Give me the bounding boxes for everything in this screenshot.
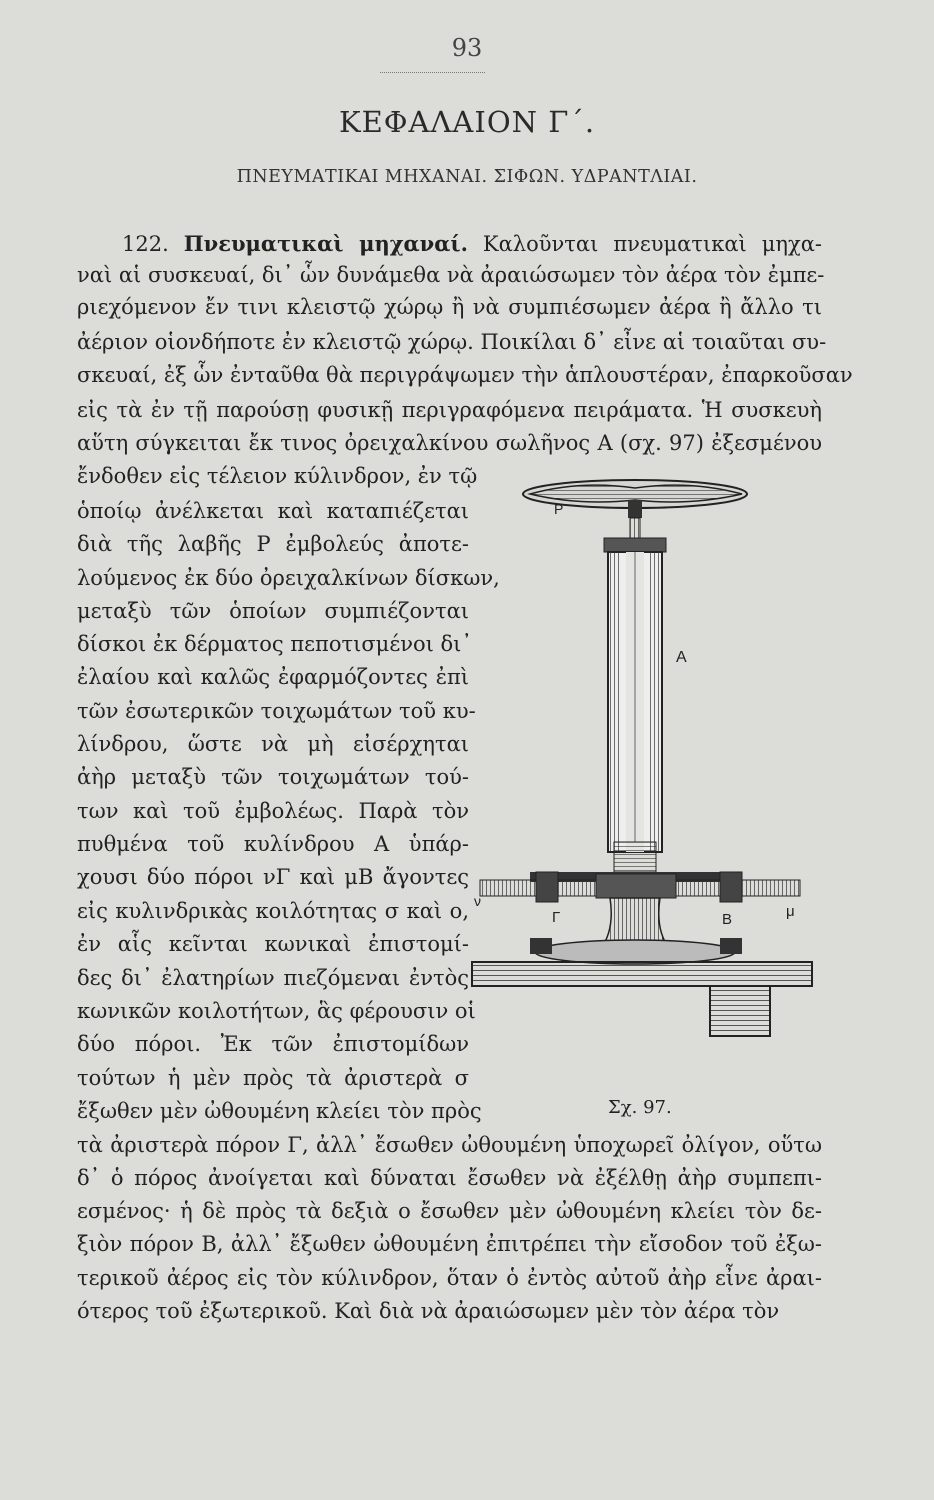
cylinder [604, 538, 666, 872]
text-line: τερικοῦ ἀέρος εἰς τὸν κύλινδρον, ὅταν ὁ ἐντὸς αὐτοῦ ἀὴρ εἶνε ἀραι- [77, 1266, 822, 1290]
figure-caption: Σχ. 97. [608, 1097, 672, 1118]
text-line: δες δι᾽ ἐλατηρίων πιεζόμεναι ἐντὸς [77, 966, 469, 990]
air-pump-figure [470, 462, 822, 882]
text-line: ξιὸν πόρον Β, ἀλλ᾽ ἔξωθεν ὠθουμένη ἐπιτρέπει τὴν εἴσοδον τοῦ ἐξω- [77, 1232, 822, 1256]
text-line: δ᾽ ὁ πόρος ἀνοίγεται καὶ δύναται ἔσωθεν νὰ ἐξέλθῃ ἀὴρ συμπεπι- [77, 1166, 822, 1190]
text-line: των καὶ τοῦ ἐμβολέως. Παρὰ τὸν [77, 799, 469, 823]
label-p: Ρ [554, 501, 564, 517]
text-line: διὰ τῆς λαβῆς Ρ ἐμβολεύς ἀποτε- [77, 532, 469, 556]
page-number: 93 [451, 34, 483, 62]
air-pump-illustration [470, 462, 822, 882]
text-line: ναὶ αἱ συσκευαί, δι᾽ ὧν δυνάμεθα νὰ ἀραιώσωμεν τὸν ἀέρα τὸν ἐμπε- [77, 263, 825, 287]
text-line: τὰ ἀριστερὰ πόρον Γ, ἀλλ᾽ ἔσωθεν ὠθουμένη ὑποχωρεῖ ὀλίγον, οὕτω [77, 1133, 822, 1157]
text-line: χουσι δύο πόροι νΓ καὶ μΒ ἄγοντες [77, 865, 469, 889]
chapter-subtitle: ΠΝΕΥΜΑΤΙΚΑΙ ΜΗΧΑΝΑΙ. ΣΙΦΩΝ. ΥΔΡΑΝΤΛΙΑΙ. [236, 167, 698, 187]
text-line: κωνικῶν κοιλοτήτων, ἃς φέρουσιν οἱ [77, 999, 476, 1023]
text-line: ἐλαίου καὶ καλῶς ἐφαρμόζοντες ἐπὶ [77, 665, 469, 689]
text-line: λούμενος ἐκ δύο ὀρειχαλκίνων δίσκων, [77, 566, 500, 590]
text-line: Καλοῦνται πνευματικαὶ μηχα- [482, 232, 823, 256]
air-pump-base-illustration [470, 870, 822, 1040]
text-line: τούτων ἡ μὲν πρὸς τὰ ἀριστερὰ σ [77, 1066, 469, 1090]
text-line: ἀὴρ μεταξὺ τῶν τοιχωμάτων τού- [77, 765, 469, 789]
label-m: μ [786, 903, 795, 920]
air-pump-base [470, 870, 822, 1040]
label-n: ν [474, 893, 481, 909]
text-line: ἔξωθεν μὲν ὠθουμένη κλείει τὸν πρὸς [77, 1099, 482, 1123]
text-line: σκευαί, ἐξ ὧν ἐνταῦθα θὰ περιγράψωμεν τὴν ἁπλουστέραν, ἐπαρκοῦσαν [77, 363, 853, 387]
text-line: δίσκοι ἐκ δέρματος πεποτισμένοι δι᾽ [77, 632, 472, 656]
text-line: ἔνδοθεν εἰς τέλειον κύλινδρον, ἐν τῷ [77, 464, 478, 488]
text-line: ότερος τοῦ ἐξωτερικοῦ. Καὶ διὰ νὰ ἀραιώσωμεν μὲν τὸν ἀέρα τὸν [77, 1299, 780, 1323]
text-line: εσμένος· ἡ δὲ πρὸς τὰ δεξιὰ ο ἔσωθεν μὲν ὠθουμένη κλείει τὸν δε- [77, 1199, 822, 1223]
text-line: ὁποίῳ ἀνέλκεται καὶ καταπιέζεται [77, 499, 469, 523]
label-b: Β [722, 911, 733, 928]
text-line: αὕτη σύγκειται ἔκ τινος ὀρειχαλκίνου σωλῆνος Α (σχ. 97) ἐξεσμένου [77, 431, 822, 455]
text-line: δύο πόροι. Ἐκ τῶν ἐπιστομίδων [77, 1032, 469, 1056]
chapter-title: ΚΕΦΑΛΑΙΟΝ Γ΄. [338, 105, 596, 139]
label-a: Α [676, 649, 687, 666]
text-line: ἐν αἷς κεῖνται κωνικαὶ ἐπιστομί- [77, 932, 469, 956]
text-line: εἰς κυλινδρικὰς κοιλότητας σ καὶ ο, [77, 899, 469, 923]
text-line: πυθμένα τοῦ κυλίνδρου Α ὑπάρ- [77, 832, 469, 856]
text-line: μεταξὺ τῶν ὁποίων συμπιέζονται [77, 599, 469, 623]
text-line: λίνδρου, ὥστε νὰ μὴ εἰσέρχηται [77, 732, 469, 756]
header-rule [380, 72, 485, 73]
text-line: ἀέριον οἱονδήποτε ἐν κλειστῷ χώρῳ. Ποικίλαι δ᾽ εἶνε αἱ τοιαῦται συ- [77, 330, 827, 354]
text-line: εἰς τὰ ἐν τῇ παρούσῃ φυσικῇ περιγραφόμενα πειράματα. Ἡ συσκευὴ [77, 398, 822, 422]
text-line: τῶν ἐσωτερικῶν τοιχωμάτων τοῦ κυ- [77, 699, 476, 723]
text-line: ριεχόμενον ἔν τινι κλειστῷ χώρῳ ἢ νὰ συμπιέσωμεν ἀέρα ἢ ἄλλο τι [77, 295, 822, 319]
label-g: Γ [552, 909, 561, 926]
section-heading: Πνευματικαὶ μηχαναί. [183, 231, 468, 256]
section-first-line [122, 230, 822, 258]
section-number: 122. [122, 232, 169, 256]
